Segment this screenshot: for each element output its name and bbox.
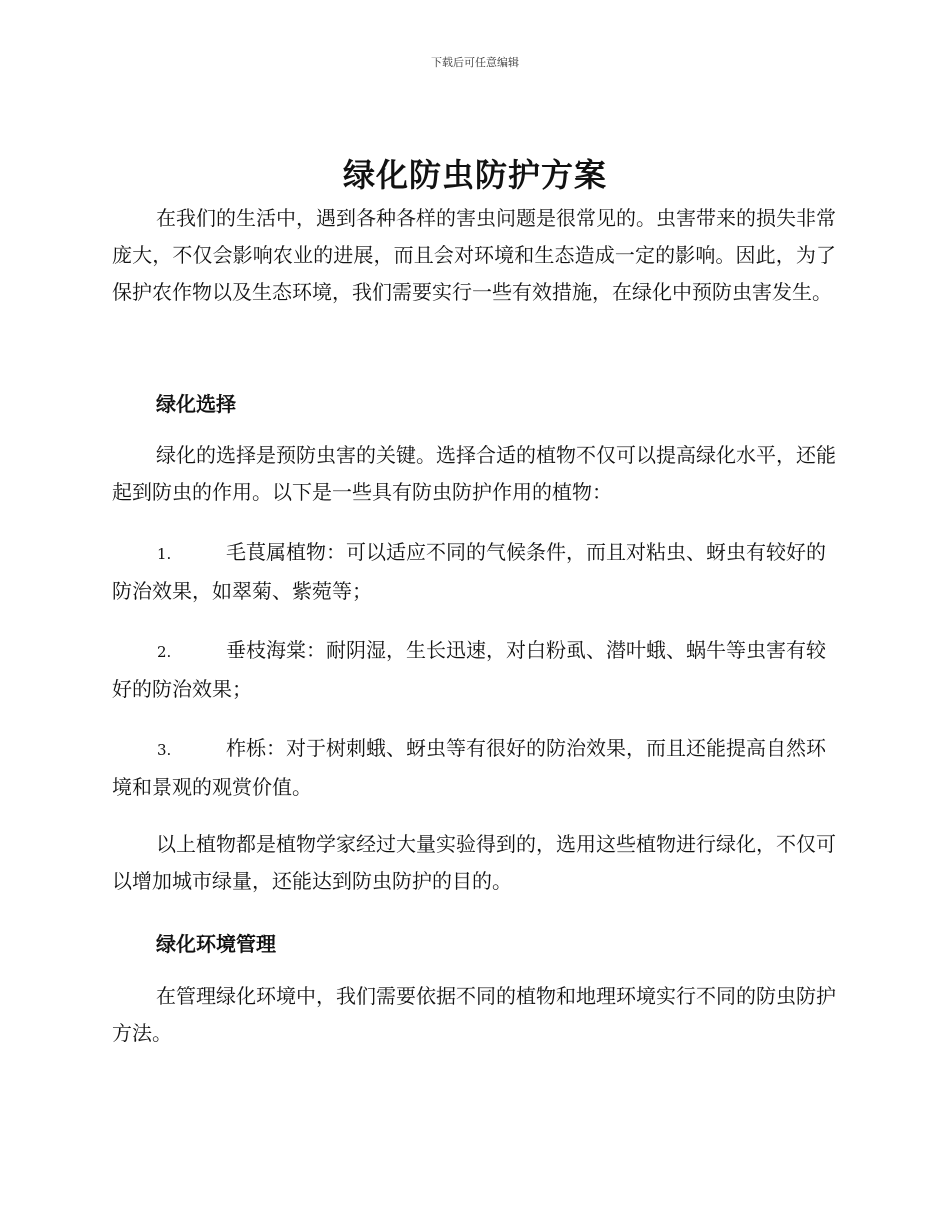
plant-selection-conclusion: 以上植物都是植物学家经过大量实验得到的，选用这些植物进行绿化，不仅可以增加城市绿量，还能达到防虫防护的目的。: [112, 832, 836, 893]
header-note: 下载后可任意编辑: [431, 56, 519, 69]
intro-paragraph: 在我们的生活中，遇到各种各样的害虫问题是很常见的。虫害带来的损失非常庞大，不仅会影响农业的进展，而且会对环境和生态造成一定的影响。因此，为了保护农作物以及生态环境，我们需要实行一些有效措施，在绿化中预防虫害发生。: [112, 206, 836, 304]
environment-management-paragraph: 在管理绿化环境中，我们需要依据不同的植物和地理环境实行不同的防虫防护方法。: [112, 984, 836, 1045]
list-item-text: 垂枝海棠：耐阴湿，生长迅速，对白粉虱、潜叶蛾、蜗牛等虫害有较好的防治效果；: [112, 638, 826, 701]
list-item-text: 毛茛属植物：可以适应不同的气候条件，而且对粘虫、蚜虫有较好的防治效果，如翠菊、紫菀等；: [112, 540, 826, 603]
section-heading-plant-selection: 绿化选择: [156, 392, 236, 416]
list-item: [112, 632, 836, 708]
list-number: 3.: [157, 741, 172, 759]
document-title: 绿化防虫防护方案: [342, 156, 607, 194]
list-number: 1.: [157, 545, 172, 563]
list-item: [112, 534, 836, 610]
list-item-text: 柞栎：对于树刺蛾、蚜虫等有很好的防治效果，而且还能提高自然环境和景观的观赏价值。: [112, 736, 826, 799]
list-number: 2.: [157, 643, 172, 661]
list-item: [112, 730, 836, 806]
section-heading-environment-management: 绿化环境管理: [156, 932, 276, 956]
plant-selection-paragraph: 绿化的选择是预防虫害的关键。选择合适的植物不仅可以提高绿化水平，还能起到防虫的作用。以下是一些具有防虫防护作用的植物：: [112, 443, 836, 504]
